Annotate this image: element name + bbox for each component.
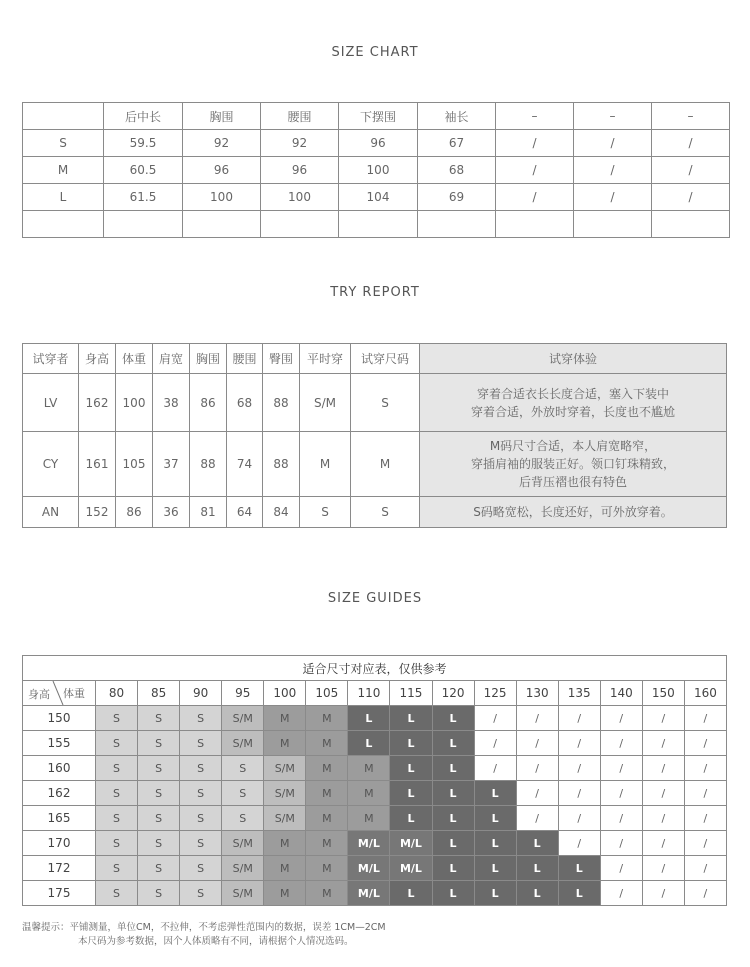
size-guide-cell: L	[558, 881, 600, 906]
size-guide-cell: M/L	[348, 856, 390, 881]
size-guide-cell: L	[432, 806, 474, 831]
size-guide-cell: S	[180, 706, 222, 731]
try-report-cell: AN	[23, 497, 79, 528]
size-guide-cell: /	[558, 756, 600, 781]
weight-header: 110	[348, 681, 390, 706]
size-guide-row	[23, 731, 727, 756]
size-chart-cell: /	[574, 184, 652, 211]
size-guide-cell: /	[558, 731, 600, 756]
size-guide-cell: /	[642, 706, 684, 731]
size-chart-cell	[418, 211, 496, 238]
size-chart-cell: 96	[183, 157, 261, 184]
size-guide-cell: L	[390, 881, 432, 906]
size-guide-cell: /	[600, 856, 642, 881]
size-guide-cell: M	[306, 756, 348, 781]
weight-header: 135	[558, 681, 600, 706]
try-report-cell: 152	[79, 497, 116, 528]
size-guide-cell: L	[432, 756, 474, 781]
try-report-title: TRY REPORT	[330, 285, 420, 300]
try-report-table	[22, 343, 727, 528]
try-report-header: 臀围	[263, 344, 300, 374]
try-report-cell: 88	[263, 374, 300, 432]
weight-header: 160	[684, 681, 726, 706]
try-report-cell: S	[300, 497, 351, 528]
size-guide-cell: /	[642, 806, 684, 831]
size-guide-cell: S	[180, 756, 222, 781]
size-guide-row	[23, 856, 727, 881]
size-guide-cell: S	[96, 831, 138, 856]
try-report-cell: 38	[153, 374, 190, 432]
size-chart-header: 胸围	[183, 103, 261, 130]
size-chart-cell: /	[496, 184, 574, 211]
size-chart-cell: 68	[418, 157, 496, 184]
try-report-row	[23, 497, 727, 528]
size-guide-cell: L	[348, 706, 390, 731]
size-guide-cell: L	[390, 806, 432, 831]
size-chart-table	[22, 102, 730, 238]
size-guide-cell: M/L	[390, 856, 432, 881]
size-chart-header: –	[496, 103, 574, 130]
try-report-cell: 84	[263, 497, 300, 528]
size-guide-cell: M	[306, 831, 348, 856]
size-guide-cell: /	[558, 831, 600, 856]
size-guide-cell: /	[600, 881, 642, 906]
size-guide-cell: L	[516, 881, 558, 906]
weight-header: 100	[264, 681, 306, 706]
size-chart-cell: 92	[261, 130, 339, 157]
weight-header: 130	[516, 681, 558, 706]
size-guide-cell: L	[432, 856, 474, 881]
size-chart-cell	[574, 211, 652, 238]
size-guides-table	[22, 655, 727, 906]
size-guide-cell: S	[222, 806, 264, 831]
height-header: 162	[23, 781, 96, 806]
size-chart-cell: 96	[261, 157, 339, 184]
size-guide-cell: /	[684, 806, 726, 831]
size-chart-cell	[496, 211, 574, 238]
size-guide-cell: L	[390, 706, 432, 731]
try-report-cell: S	[351, 497, 420, 528]
size-guide-cell: L	[474, 781, 516, 806]
size-guide-cell: S	[180, 881, 222, 906]
size-chart-header: –	[652, 103, 730, 130]
size-guide-cell: /	[642, 756, 684, 781]
size-guide-cell: L	[474, 831, 516, 856]
size-guides-caption: 适合尺寸对应表，仅供参考	[23, 656, 727, 681]
try-report-header: 试穿者	[23, 344, 79, 374]
size-guide-cell: M	[264, 706, 306, 731]
size-guide-row	[23, 756, 727, 781]
size-guide-cell: /	[684, 731, 726, 756]
try-report-header: 试穿尺码	[351, 344, 420, 374]
size-guide-cell: /	[684, 831, 726, 856]
weight-header: 85	[138, 681, 180, 706]
size-guide-cell: /	[684, 881, 726, 906]
note-line-1: 温馨提示：平铺测量，单位CM，不拉伸，不考虑弹性范围内的数据，误差 1CM—2CM	[22, 922, 386, 933]
weight-header: 150	[642, 681, 684, 706]
height-header: 165	[23, 806, 96, 831]
size-chart-cell: /	[652, 184, 730, 211]
size-guide-cell: S	[138, 781, 180, 806]
size-guide-cell: M	[306, 881, 348, 906]
height-header: 155	[23, 731, 96, 756]
size-chart-header	[23, 103, 104, 130]
try-report-cell: 68	[227, 374, 263, 432]
size-guide-cell: L	[516, 831, 558, 856]
size-guide-cell: M	[306, 856, 348, 881]
size-guide-cell: /	[600, 781, 642, 806]
note-line-2: 本尺码为参考数据，因个人体质略有不同，请根据个人情况选码。	[78, 936, 354, 947]
weight-header: 80	[96, 681, 138, 706]
size-chart-cell	[23, 211, 104, 238]
size-guide-cell: M/L	[348, 881, 390, 906]
size-guide-row	[23, 806, 727, 831]
size-guide-cell: S	[222, 756, 264, 781]
height-header: 175	[23, 881, 96, 906]
size-guide-cell: L	[432, 781, 474, 806]
try-report-header: 腰围	[227, 344, 263, 374]
size-guides-title: SIZE GUIDES	[327, 591, 423, 606]
experience-line: M码尺寸合适，本人肩宽略窄，	[489, 439, 657, 453]
size-chart-cell: /	[496, 157, 574, 184]
try-report-cell: 37	[153, 432, 190, 497]
size-guide-cell: S	[138, 706, 180, 731]
try-report-experience	[420, 432, 727, 497]
size-guide-cell: /	[474, 731, 516, 756]
weight-label: 体重	[63, 687, 85, 700]
size-guide-cell: M	[264, 881, 306, 906]
try-report-cell: 74	[227, 432, 263, 497]
size-guide-cell: S	[180, 731, 222, 756]
size-chart-cell: 67	[418, 130, 496, 157]
size-chart-header: 下摆围	[339, 103, 418, 130]
weight-header: 95	[222, 681, 264, 706]
height-label: 身高	[28, 688, 50, 701]
try-report-experience	[420, 497, 727, 528]
size-chart-row	[23, 211, 730, 238]
experience-line: 穿着合适，外放时穿着，长度也不尴尬	[470, 404, 675, 419]
size-guide-cell: /	[684, 756, 726, 781]
size-guide-cell: S	[138, 831, 180, 856]
size-guide-cell: /	[684, 706, 726, 731]
try-report-cell: S	[351, 374, 420, 432]
size-guide-cell: S/M	[264, 781, 306, 806]
size-guide-cell: /	[600, 731, 642, 756]
size-guide-cell: /	[474, 706, 516, 731]
try-report-cell: 105	[116, 432, 153, 497]
size-chart-cell	[104, 211, 183, 238]
size-chart-cell: /	[496, 130, 574, 157]
size-guide-cell: /	[642, 731, 684, 756]
size-chart-cell	[652, 211, 730, 238]
size-chart-cell	[339, 211, 418, 238]
try-report-cell: 64	[227, 497, 263, 528]
size-guide-cell: M/L	[390, 831, 432, 856]
try-report-cell: 88	[190, 432, 227, 497]
try-report-cell: CY	[23, 432, 79, 497]
size-guide-cell: S	[96, 706, 138, 731]
size-guide-cell: S	[138, 731, 180, 756]
try-report-cell: M	[300, 432, 351, 497]
experience-line: 穿着合适衣长长度合适，塞入下装中	[476, 386, 669, 401]
size-guide-cell: L	[516, 856, 558, 881]
try-report-cell: 162	[79, 374, 116, 432]
size-chart-header: –	[574, 103, 652, 130]
size-guide-cell: L	[348, 731, 390, 756]
size-guide-cell: /	[516, 756, 558, 781]
size-guide-cell: L	[474, 881, 516, 906]
size-guide-cell: /	[474, 756, 516, 781]
size-guide-cell: L	[432, 731, 474, 756]
size-chart-header: 后中长	[104, 103, 183, 130]
size-guide-cell: /	[558, 806, 600, 831]
try-report-cell: 81	[190, 497, 227, 528]
size-guide-cell: S/M	[222, 731, 264, 756]
size-chart-cell: 61.5	[104, 184, 183, 211]
size-guide-cell: M	[348, 756, 390, 781]
size-guide-cell: S	[96, 881, 138, 906]
size-chart-cell: /	[652, 130, 730, 157]
size-guide-cell: S/M	[222, 831, 264, 856]
size-guide-cell: /	[516, 781, 558, 806]
size-guide-cell: S	[180, 831, 222, 856]
size-guide-cell: S	[96, 731, 138, 756]
size-guide-cell: S	[180, 806, 222, 831]
size-chart-cell: S	[23, 130, 104, 157]
size-guide-cell: M/L	[348, 831, 390, 856]
size-chart-cell: 96	[339, 130, 418, 157]
try-report-cell: S/M	[300, 374, 351, 432]
size-guide-cell: L	[432, 706, 474, 731]
try-report-row	[23, 374, 727, 432]
size-chart-cell: /	[652, 157, 730, 184]
size-chart-header: 腰围	[261, 103, 339, 130]
size-guide-cell: M	[264, 856, 306, 881]
size-guide-cell: /	[684, 781, 726, 806]
size-guide-cell: M	[348, 806, 390, 831]
size-chart-cell: 60.5	[104, 157, 183, 184]
size-chart-cell: 100	[261, 184, 339, 211]
size-guide-cell: M	[264, 731, 306, 756]
size-guide-row	[23, 781, 727, 806]
size-guide-cell: /	[600, 706, 642, 731]
size-guide-cell: L	[390, 781, 432, 806]
size-guide-row	[23, 706, 727, 731]
size-guide-cell: /	[642, 831, 684, 856]
size-chart-cell: /	[574, 130, 652, 157]
size-chart-cell	[183, 211, 261, 238]
try-report-header: 试穿体验	[420, 344, 727, 374]
try-report-header: 肩宽	[153, 344, 190, 374]
size-guide-cell: M	[306, 731, 348, 756]
size-guide-cell: L	[558, 856, 600, 881]
size-chart-cell	[261, 211, 339, 238]
weight-header: 105	[306, 681, 348, 706]
size-guide-cell: L	[474, 856, 516, 881]
height-header: 172	[23, 856, 96, 881]
try-report-row	[23, 432, 727, 497]
size-guide-cell: S	[222, 781, 264, 806]
size-chart-cell: 104	[339, 184, 418, 211]
size-guide-cell: S	[96, 856, 138, 881]
try-report-cell: 86	[116, 497, 153, 528]
size-chart-row	[23, 184, 730, 211]
size-guide-cell: /	[642, 881, 684, 906]
try-report-header: 胸围	[190, 344, 227, 374]
size-guide-cell: S	[96, 806, 138, 831]
try-report-cell: 161	[79, 432, 116, 497]
size-guide-cell: L	[432, 881, 474, 906]
size-guide-cell: S/M	[264, 756, 306, 781]
size-chart-title: SIZE CHART	[331, 45, 419, 60]
size-guide-cell: M	[306, 706, 348, 731]
height-header: 160	[23, 756, 96, 781]
size-guide-cell: M	[348, 781, 390, 806]
size-chart-cell: M	[23, 157, 104, 184]
height-header: 170	[23, 831, 96, 856]
size-guide-cell: S/M	[222, 881, 264, 906]
size-chart-cell: 59.5	[104, 130, 183, 157]
size-guide-cell: S	[180, 856, 222, 881]
experience-line: S码略宽松，长度还好，可外放穿着。	[473, 505, 673, 519]
weight-header: 140	[600, 681, 642, 706]
size-chart-cell: L	[23, 184, 104, 211]
height-weight-corner	[23, 681, 96, 706]
size-guide-cell: S	[96, 756, 138, 781]
weight-header: 120	[432, 681, 474, 706]
size-guide-row	[23, 881, 727, 906]
size-chart-row	[23, 157, 730, 184]
weight-header: 115	[390, 681, 432, 706]
try-report-cell: 88	[263, 432, 300, 497]
size-guide-cell: M	[306, 806, 348, 831]
try-report-header: 平时穿	[300, 344, 351, 374]
size-guide-cell: M	[306, 781, 348, 806]
size-guide-cell: S	[180, 781, 222, 806]
size-guide-cell: L	[432, 831, 474, 856]
size-guide-cell: /	[642, 856, 684, 881]
size-guide-cell: S	[138, 756, 180, 781]
experience-line: 穿插肩袖的服装正好。领口钉珠精致，	[470, 457, 675, 471]
experience-line: 后背压褶也很有特色	[518, 475, 627, 489]
size-chart-cell: 69	[418, 184, 496, 211]
try-report-cell: 100	[116, 374, 153, 432]
size-chart-cell: 92	[183, 130, 261, 157]
try-report-cell: M	[351, 432, 420, 497]
try-report-cell: LV	[23, 374, 79, 432]
size-guide-cell: /	[684, 856, 726, 881]
size-guide-cell: M	[264, 831, 306, 856]
try-report-cell: 86	[190, 374, 227, 432]
size-guide-cell: L	[474, 806, 516, 831]
weight-header: 125	[474, 681, 516, 706]
size-chart-header: 袖长	[418, 103, 496, 130]
size-chart-cell: 100	[339, 157, 418, 184]
size-guide-cell: /	[558, 706, 600, 731]
size-guide-cell: /	[516, 806, 558, 831]
size-guide-row	[23, 831, 727, 856]
size-guide-cell: S/M	[264, 806, 306, 831]
size-guide-cell: /	[642, 781, 684, 806]
size-guide-cell: /	[600, 756, 642, 781]
size-chart-cell: /	[574, 157, 652, 184]
size-guide-cell: /	[600, 831, 642, 856]
size-guide-cell: /	[516, 731, 558, 756]
size-guide-cell: S	[138, 856, 180, 881]
size-guide-cell: L	[390, 756, 432, 781]
size-guide-cell: S	[138, 806, 180, 831]
size-guide-cell: S/M	[222, 706, 264, 731]
size-guide-cell: /	[558, 781, 600, 806]
size-guide-cell: S	[96, 781, 138, 806]
size-guide-cell: /	[600, 806, 642, 831]
size-guide-cell: S	[138, 881, 180, 906]
try-report-cell: 36	[153, 497, 190, 528]
try-report-header: 身高	[79, 344, 116, 374]
size-guide-cell: /	[516, 706, 558, 731]
height-header: 150	[23, 706, 96, 731]
try-report-header: 体重	[116, 344, 153, 374]
size-guide-cell: S/M	[222, 856, 264, 881]
size-guide-cell: L	[390, 731, 432, 756]
weight-header: 90	[180, 681, 222, 706]
try-report-experience	[420, 374, 727, 432]
size-chart-cell: 100	[183, 184, 261, 211]
size-chart-row	[23, 130, 730, 157]
